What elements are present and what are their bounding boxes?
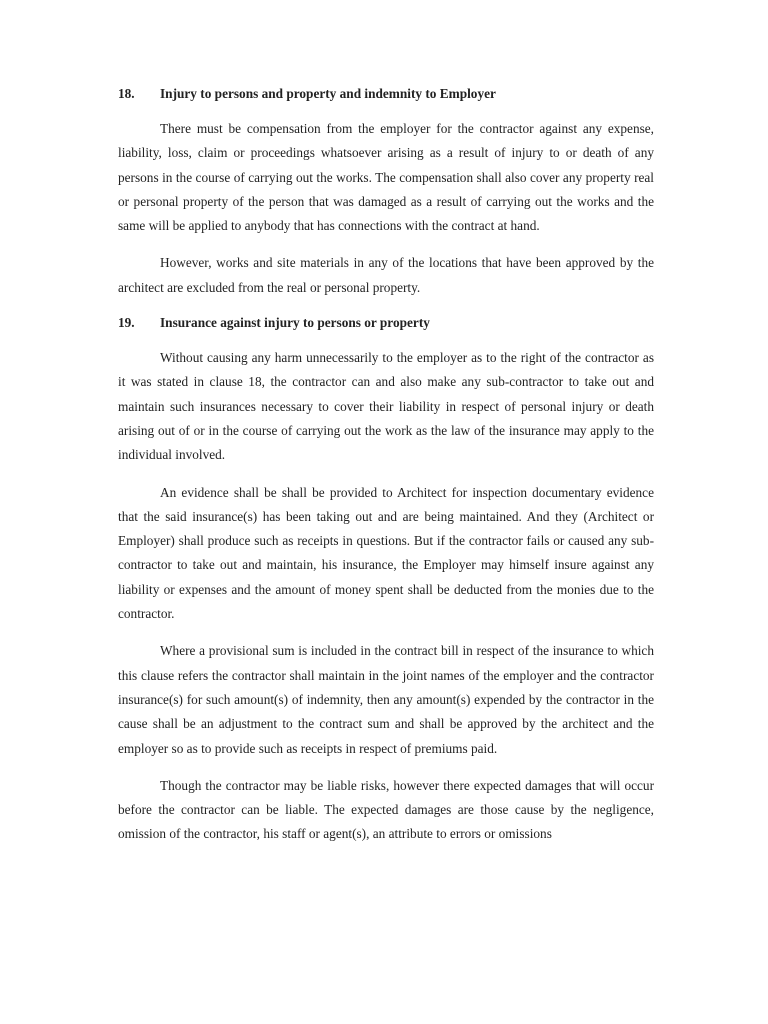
section-number: 18. — [118, 86, 135, 101]
paragraph: However, works and site materials in any of the locations that have been approved by the architect are excluded from the real or personal property. — [118, 255, 654, 295]
section-heading-18 — [118, 84, 654, 104]
section-heading-19 — [118, 313, 654, 333]
section-number: 19. — [118, 315, 135, 331]
paragraph: There must be compensation from the employer for the contractor against any expense, liability, loss, claim or proceedings whatsoever arising as a result of injury to or death of any persons in the course of carrying out the works. The compensation shall also cover any property real or personal property of the person that was damaged as a result of carrying out the works and the same will be applied to anybody that has connections with the contract at hand. — [118, 121, 654, 234]
paragraph: Where a provisional sum is included in the contract bill in respect of the insurance to which this clause refers the contractor shall maintain in the joint names of the employer and the contractor insurance(s) for such amount(s) of indemnity, then any amount(s) expended by the contractor in the cause shall be an adjustment to the contract sum and shall be approved by the architect and the employer so as to provide such as receipts in respect of premiums paid. — [118, 643, 654, 756]
document-page — [118, 84, 654, 860]
section-title: Insurance against injury to persons or property — [160, 315, 430, 331]
paragraph: An evidence shall be shall be provided to Architect for inspection documentary evidence that the said insurance(s) has been taking out and are being maintained. And they (Architect or Employer) shall produce such as receipts in questions. But if the contractor fails or caused any sub-contractor to take out and maintain, his insurance, the Employer may himself insure against any liability or expenses and the amount of money spent shall be deducted from the monies due to the contractor. — [118, 484, 654, 622]
paragraph: Though the contractor may be liable risks, however there expected damages that will occur before the contractor can be liable. The expected damages are those cause by the negligence, omission of the contractor, his staff or agent(s), an attribute to errors or omissions — [118, 777, 654, 842]
paragraph: Without causing any harm unnecessarily to the employer as to the right of the contractor as it was stated in clause 18, the contractor can and also make any sub-contractor to take out and maintain such insurances necessary to cover their liability in respect of personal injury or death arising out of or in the course of carrying out the work as the law of the insurance may apply to the individual involved. — [118, 350, 654, 463]
section-title: Injury to persons and property and indemnity to Employer — [160, 86, 496, 101]
